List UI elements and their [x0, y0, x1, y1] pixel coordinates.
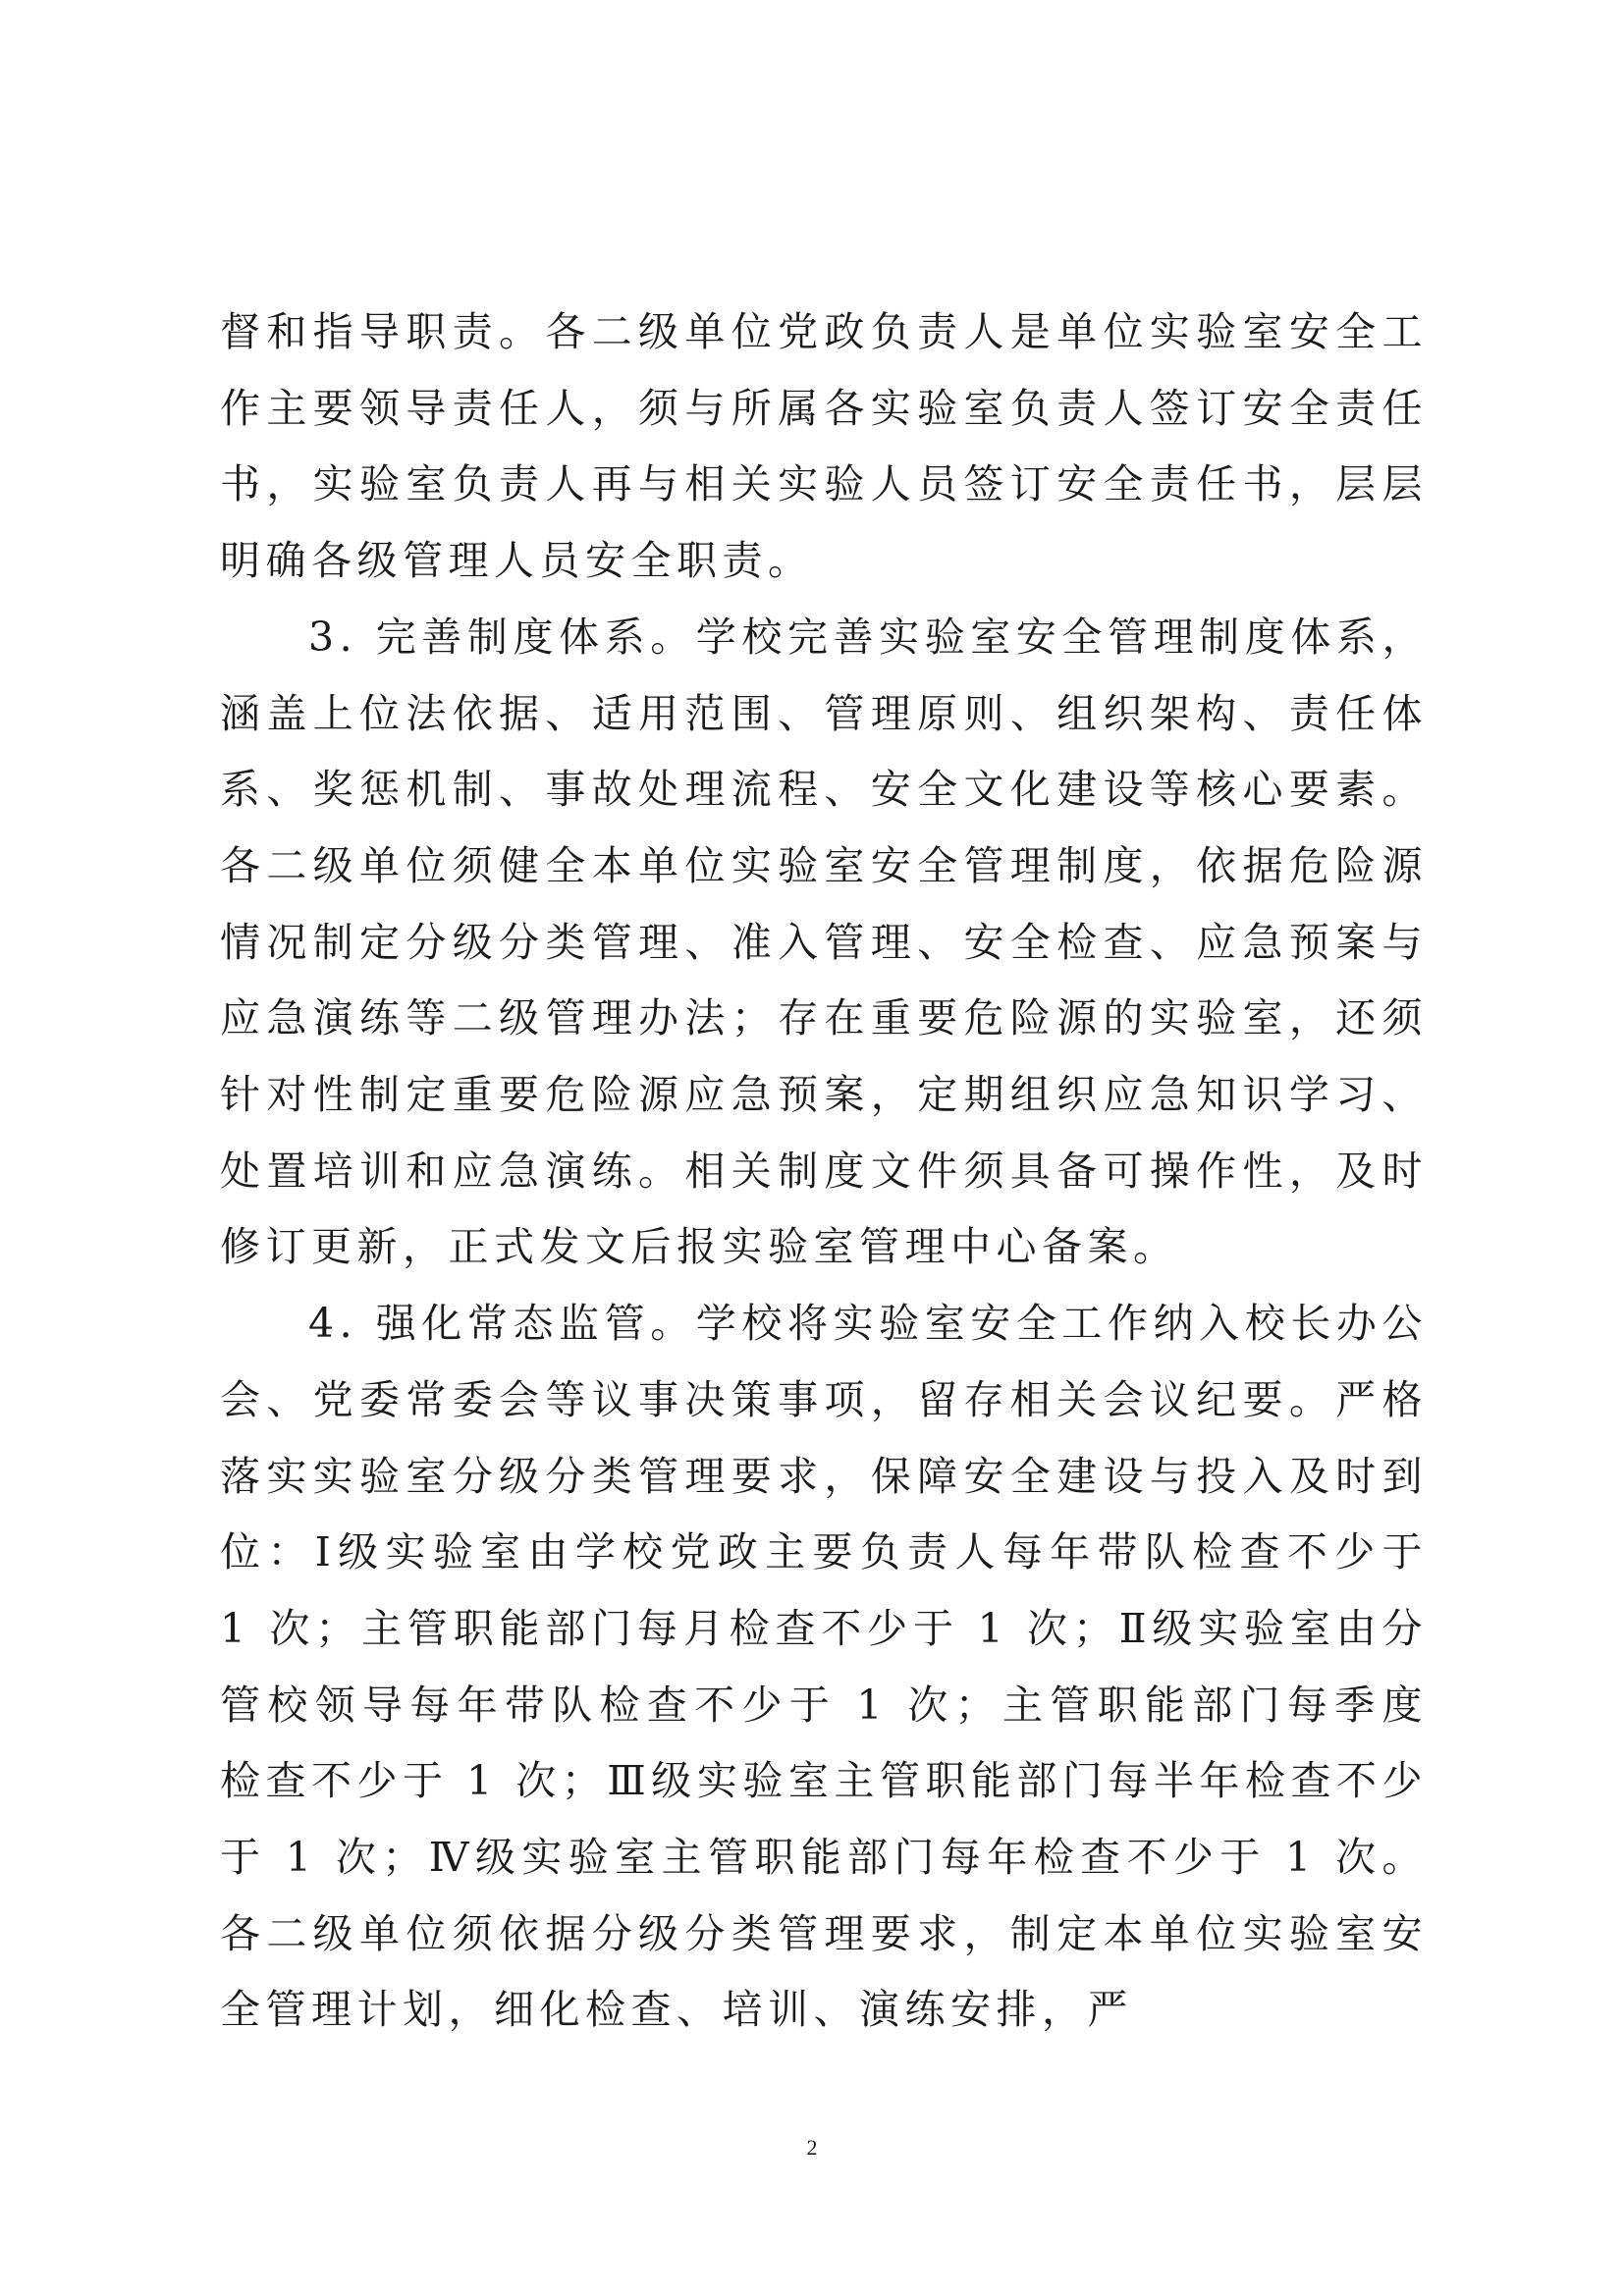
- page-number: 2: [806, 2135, 818, 2160]
- paragraph-continuation: 督和指导职责。各二级单位党政负责人是单位实验室安全工作主要领导责任人，须与所属各实验室负责人签订安全责任书，实验室负责人再与相关实验人员签订安全责任书，层层明确各级管理人员安全职责。: [220, 308, 1428, 585]
- document-body: [220, 294, 1428, 2049]
- paragraph-improve-system: 3. 完善制度体系。学校完善实验室安全管理制度体系，涵盖上位法依据、适用范围、管理原则、组织架构、责任体系、奖惩机制、事故处理流程、安全文化建设等核心要素。各二级单位须健全本单位实验室安全管理制度，依据危险源情况制定分级分类管理、准入管理、安全检查、应急预案与应急演练等二级管理办法；存在重要危险源的实验室，还须针对性制定重要危险源应急预案，定期组织应急知识学习、处置培训和应急演练。相关制度文件须具备可操作性，及时修订更新，正式发文后报实验室管理中心备案。: [220, 613, 1428, 1271]
- paragraph-strengthen-supervision: 4. 强化常态监管。学校将实验室安全工作纳入校长办公会、党委常委会等议事决策事项，留存相关会议纪要。严格落实实验室分级分类管理要求，保障安全建设与投入及时到位：Ⅰ级实验室由学校党政主要负责人每年带队检查不少于 1 次；主管职能部门每月检查不少于 1 次；Ⅱ级实验室由分管校领导每年带队检查不少于 1 次；主管职能部门每季度检查不少于 1 次；Ⅲ级实验室主管职能部门每半年检查不少于 1 次；Ⅳ级实验室主管职能部门每年检查不少于 1 次。各二级单位须依据分级分类管理要求，制定本单位实验室安全管理计划，细化检查、培训、演练安排，严: [220, 1300, 1428, 2034]
